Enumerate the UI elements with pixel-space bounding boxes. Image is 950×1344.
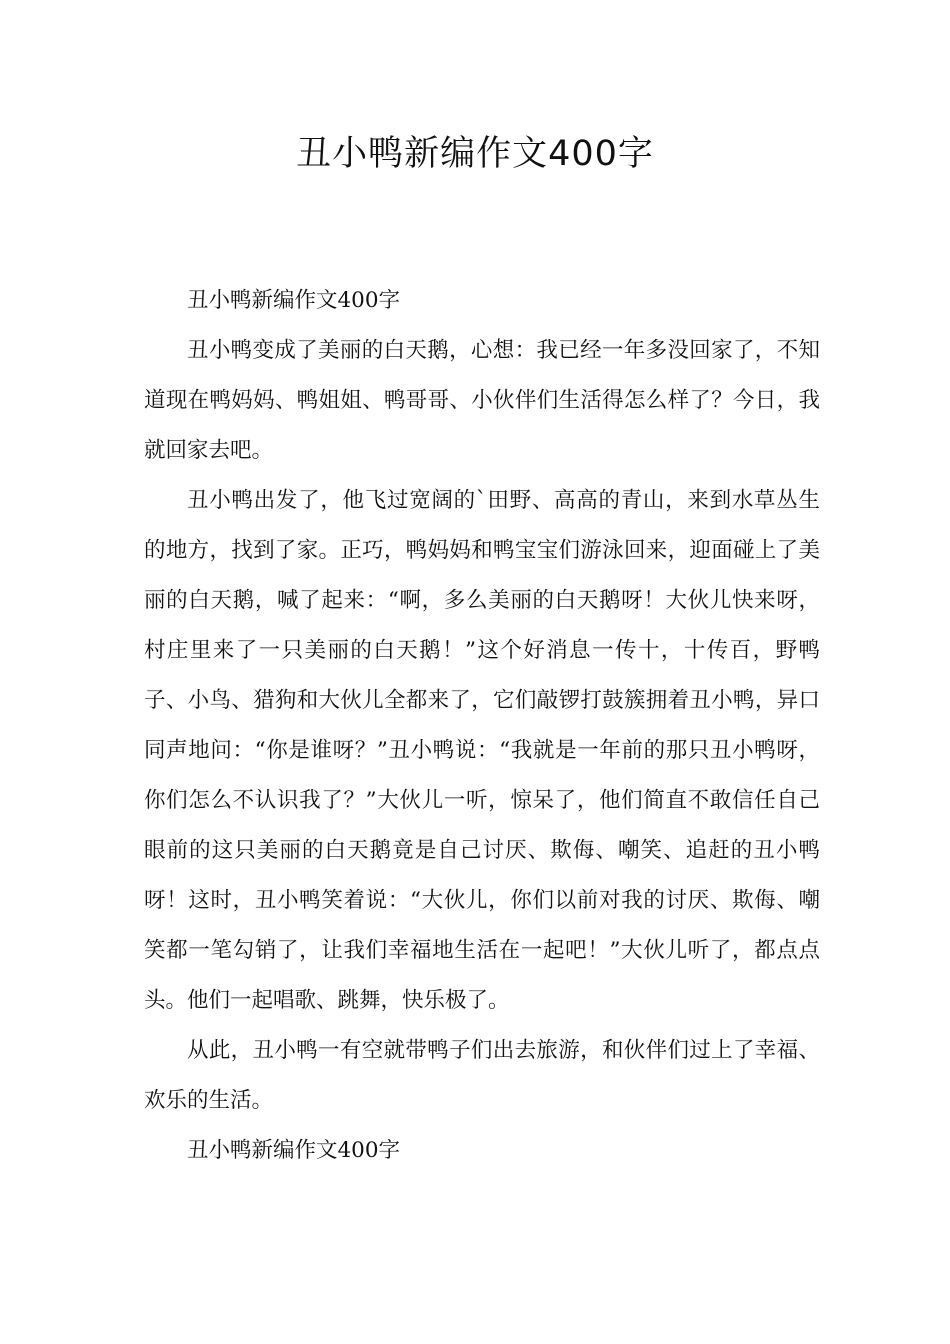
document-body [144, 276, 820, 1176]
paragraph-3: 从此，丑小鸭一有空就带鸭子们出去旅游，和伙伴们过上了幸福、欢乐的生活。 [144, 1038, 820, 1113]
document-title: 丑小鸭新编作文400字 [296, 134, 654, 174]
paragraph-footer-title: 丑小鸭新编作文400字 [187, 1138, 401, 1163]
paragraph-subtitle: 丑小鸭新编作文400字 [187, 288, 401, 313]
paragraph-1: 丑小鸭变成了美丽的白天鹅，心想：我已经一年多没回家了，不知道现在鸭妈妈、鸭姐姐、鸭哥哥、小伙伴们生活得怎么样了？今日，我就回家去吧。 [144, 338, 820, 463]
paragraph-2: 丑小鸭出发了，他飞过宽阔的`田野、高高的青山，来到水草丛生的地方，找到了家。正巧，鸭妈妈和鸭宝宝们游泳回来，迎面碰上了美丽的白天鹅，喊了起来：“啊，多么美丽的白天鹅呀！大伙儿快来呀，村庄里来了一只美丽的白天鹅！”这个好消息一传十，十传百，野鸭子、小鸟、猎狗和大伙儿全都来了，它们敲锣打鼓簇拥着丑小鸭，异口同声地问：“你是谁呀？”丑小鸭说：“我就是一年前的那只丑小鸭呀，你们怎么不认识我了？”大伙儿一听，惊呆了，他们简直不敢信任自己眼前的这只美丽的白天鹅竟是自己讨厌、欺侮、嘲笑、追赶的丑小鸭呀！这时，丑小鸭笑着说：“大伙儿，你们以前对我的讨厌、欺侮、嘲笑都一笔勾销了，让我们幸福地生活在一起吧！”大伙儿听了，都点点头。他们一起唱歌、跳舞，快乐极了。 [144, 488, 820, 1013]
